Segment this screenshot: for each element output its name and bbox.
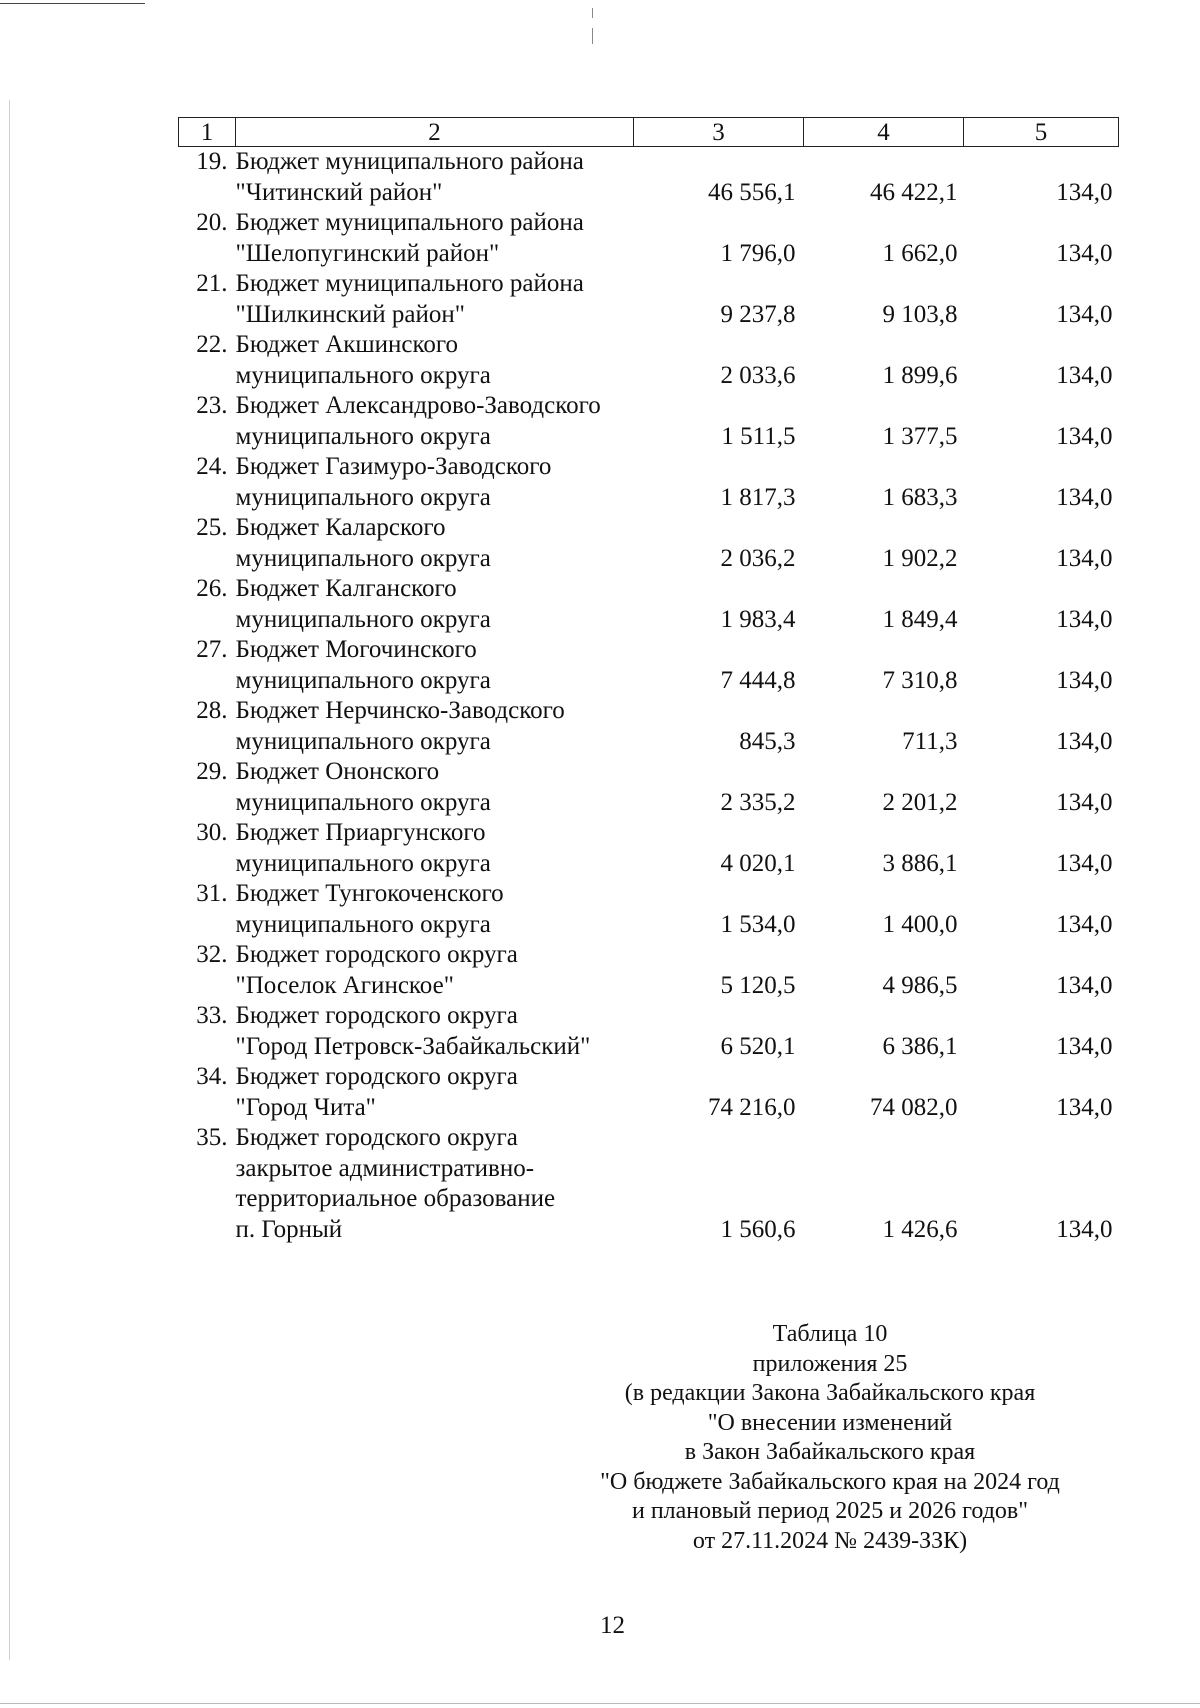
caption-line: от 27.11.2024 № 2439-ЗЗК) xyxy=(692,1527,968,1554)
value-column-3: 74 216,0 xyxy=(708,1093,796,1121)
value-column-4: 1 400,0 xyxy=(882,910,958,938)
budget-name xyxy=(236,879,634,940)
budget-name-line: Бюджет Тунгокоченского xyxy=(235,880,504,907)
value-column-5: 134,0 xyxy=(1056,910,1113,938)
budget-name xyxy=(236,330,634,391)
budget-name-line: муниципального округа xyxy=(235,361,491,389)
value-column-4: 2 201,2 xyxy=(882,788,958,816)
value-column-3: 1 560,6 xyxy=(720,1215,796,1243)
value-column-5: 134,0 xyxy=(1056,300,1113,328)
row-number: 32. xyxy=(196,941,228,968)
value-column-3: 2 033,6 xyxy=(720,361,796,389)
value-column-3: 1 511,5 xyxy=(721,422,796,450)
value-column-4: 1 426,6 xyxy=(882,1215,958,1243)
budget-name-line: Бюджет городского округа xyxy=(235,1124,518,1151)
table-row xyxy=(179,208,1119,269)
budget-name xyxy=(236,1123,634,1245)
value-column-5: 134,0 xyxy=(1056,666,1113,694)
row-number: 24. xyxy=(196,453,228,480)
scan-artifact-tick xyxy=(592,28,593,44)
budget-name xyxy=(236,269,634,330)
scan-artifact-top-line xyxy=(0,3,145,4)
scan-artifact-left-edge xyxy=(9,100,10,1660)
value-column-5: 134,0 xyxy=(1056,605,1113,633)
row-number: 23. xyxy=(196,392,228,419)
scan-artifact-bottom-edge xyxy=(0,1703,1200,1704)
budget-name-line: "Город Петровск-Забайкальский" xyxy=(235,1032,591,1060)
caption-line: (в редакции Закона Забайкальского края xyxy=(624,1380,1036,1406)
budget-name-line: Бюджет Ононского xyxy=(235,758,440,785)
value-column-4: 6 386,1 xyxy=(882,1032,958,1060)
budget-name xyxy=(236,696,634,757)
table-row xyxy=(179,940,1119,1001)
value-column-5: 134,0 xyxy=(1056,178,1113,206)
value-column-4: 3 886,1 xyxy=(882,849,958,877)
budget-name xyxy=(236,940,634,1001)
value-column-5: 134,0 xyxy=(1056,788,1113,816)
row-number: 30. xyxy=(196,819,228,846)
budget-name xyxy=(236,1001,634,1062)
budget-name-line: муниципального округа xyxy=(235,483,491,511)
value-column-5: 134,0 xyxy=(1056,1093,1113,1121)
row-number: 29. xyxy=(196,758,228,785)
budget-name-line: муниципального округа xyxy=(235,605,491,633)
budget-name xyxy=(236,452,634,513)
budget-name-line: п. Горный xyxy=(235,1215,343,1243)
caption-line: и плановый период 2025 и 2026 годов" xyxy=(631,1498,1029,1524)
caption-line: в Закон Забайкальского края xyxy=(684,1439,976,1465)
table-row xyxy=(179,1123,1119,1245)
value-column-4: 1 849,4 xyxy=(882,605,958,633)
table-row xyxy=(179,269,1119,330)
budget-name-line: Бюджет Нерчинско-Заводского xyxy=(235,697,565,724)
budget-name xyxy=(236,635,634,696)
row-number: 28. xyxy=(196,697,228,724)
table-row xyxy=(179,391,1119,452)
table-body xyxy=(179,147,1119,1246)
value-column-4: 1 683,3 xyxy=(882,483,958,511)
budget-name-line: Бюджет городского округа xyxy=(235,1002,518,1029)
table-header xyxy=(179,118,1119,147)
budget-name xyxy=(236,391,634,452)
budget-name-line: Бюджет Газимуро-Заводского xyxy=(235,453,552,480)
column-header: 1 xyxy=(179,118,236,147)
budget-name-line: муниципального округа xyxy=(235,727,491,755)
row-number: 35. xyxy=(196,1124,228,1151)
caption-line: "О бюджете Забайкальского края на 2024 год xyxy=(600,1468,1060,1495)
value-column-5: 134,0 xyxy=(1056,1215,1113,1243)
value-column-4: 74 082,0 xyxy=(870,1093,958,1121)
column-header: 2 xyxy=(236,118,634,147)
value-column-5: 134,0 xyxy=(1056,544,1113,572)
budget-name-line: муниципального округа xyxy=(235,788,491,816)
value-column-3: 7 444,8 xyxy=(720,666,796,694)
budget-name-line: закрытое административно- xyxy=(235,1154,535,1182)
budget-name-line: Бюджет Приаргунского xyxy=(235,819,486,846)
table-caption xyxy=(560,1320,1100,1556)
column-header: 4 xyxy=(804,118,964,147)
caption-line: "О внесении изменений xyxy=(707,1409,953,1436)
budget-name-line: муниципального округа xyxy=(235,544,491,572)
value-column-3: 845,3 xyxy=(739,727,796,755)
value-column-5: 134,0 xyxy=(1056,361,1113,389)
value-column-4: 1 662,0 xyxy=(882,239,958,267)
row-number: 25. xyxy=(196,514,228,541)
table-row xyxy=(179,330,1119,391)
row-number: 26. xyxy=(196,575,228,602)
value-column-3: 2 335,2 xyxy=(720,788,796,816)
page-number: 12 xyxy=(600,1612,625,1639)
value-column-3: 1 817,3 xyxy=(720,483,796,511)
budget-name-line: Бюджет Каларского xyxy=(235,514,446,541)
budget-name xyxy=(236,208,634,269)
budget-name-line: Бюджет муниципального района xyxy=(235,270,584,297)
budget-name-line: "Шилкинский район" xyxy=(235,300,465,328)
value-column-3: 6 520,1 xyxy=(720,1032,796,1060)
value-column-4: 1 899,6 xyxy=(882,361,958,389)
row-number: 31. xyxy=(196,880,228,907)
value-column-4: 46 422,1 xyxy=(870,178,958,206)
table-row xyxy=(179,574,1119,635)
budget-name-line: Бюджет Акшинского xyxy=(235,331,459,358)
value-column-5: 134,0 xyxy=(1056,971,1113,999)
budget-name-line: Бюджет городского округа xyxy=(235,1063,518,1090)
table-row xyxy=(179,452,1119,513)
value-column-4: 711,3 xyxy=(902,727,958,755)
budget-name-line: "Город Чита" xyxy=(235,1093,376,1121)
budget-name-line: Бюджет городского округа xyxy=(235,941,518,968)
table-row xyxy=(179,1001,1119,1062)
table-row xyxy=(179,513,1119,574)
value-column-4: 9 103,8 xyxy=(882,300,958,328)
budget-name xyxy=(236,574,634,635)
row-number: 20. xyxy=(196,209,228,236)
budget-name-line: муниципального округа xyxy=(235,666,491,694)
budget-name-line: "Шелопугинский район" xyxy=(235,239,500,267)
value-column-3: 1 796,0 xyxy=(720,239,796,267)
table-row xyxy=(179,635,1119,696)
budget-table xyxy=(178,117,1119,1245)
budget-name xyxy=(236,1062,634,1123)
value-column-3: 4 020,1 xyxy=(720,849,796,877)
budget-name-line: "Читинский район" xyxy=(235,178,443,206)
row-number: 33. xyxy=(196,1002,228,1029)
row-number: 21. xyxy=(196,270,228,297)
budget-name-line: Бюджет Могочинского xyxy=(235,636,477,663)
value-column-3: 5 120,5 xyxy=(720,971,796,999)
budget-name-line: "Поселок Агинское" xyxy=(235,971,454,999)
value-column-3: 9 237,8 xyxy=(720,300,796,328)
table-row xyxy=(179,879,1119,940)
table-row xyxy=(179,696,1119,757)
budget-name xyxy=(236,513,634,574)
value-column-3: 2 036,2 xyxy=(720,544,796,572)
budget-name xyxy=(236,818,634,879)
budget-name-line: Бюджет Александрово-Заводского xyxy=(235,392,601,419)
budget-name-line: муниципального округа xyxy=(235,910,491,938)
value-column-4: 1 902,2 xyxy=(882,544,958,572)
budget-name xyxy=(236,757,634,818)
row-number: 27. xyxy=(196,636,228,663)
row-number: 22. xyxy=(196,331,228,358)
value-column-3: 1 534,0 xyxy=(720,910,796,938)
budget-table-container xyxy=(178,117,1118,1245)
value-column-5: 134,0 xyxy=(1056,239,1113,267)
budget-name-line: Бюджет Калганского xyxy=(235,575,457,602)
budget-name xyxy=(236,147,634,209)
table-row xyxy=(179,757,1119,818)
budget-name-line: Бюджет муниципального района xyxy=(235,209,584,236)
caption-line: приложения 25 xyxy=(752,1350,908,1377)
caption-line: Таблица 10 xyxy=(772,1321,888,1347)
column-header: 3 xyxy=(634,118,804,147)
budget-name-line: муниципального округа xyxy=(235,422,491,450)
budget-name-line: муниципального округа xyxy=(235,849,491,877)
value-column-4: 7 310,8 xyxy=(882,666,958,694)
value-column-4: 4 986,5 xyxy=(882,971,958,999)
table-row xyxy=(179,1062,1119,1123)
budget-name-line: территориальное образование xyxy=(235,1185,556,1212)
table-row xyxy=(179,147,1119,209)
value-column-4: 1 377,5 xyxy=(882,422,958,450)
value-column-5: 134,0 xyxy=(1056,849,1113,877)
value-column-5: 134,0 xyxy=(1056,483,1113,511)
table-header-row xyxy=(179,118,1119,147)
row-number: 34. xyxy=(196,1063,228,1090)
row-number: 19. xyxy=(196,148,228,175)
value-column-3: 46 556,1 xyxy=(708,178,796,206)
column-header: 5 xyxy=(964,118,1119,147)
budget-name-line: Бюджет муниципального района xyxy=(235,148,584,175)
value-column-5: 134,0 xyxy=(1056,422,1113,450)
value-column-5: 134,0 xyxy=(1056,1032,1113,1060)
table-row xyxy=(179,818,1119,879)
value-column-5: 134,0 xyxy=(1056,727,1113,755)
scan-artifact-tick xyxy=(592,8,593,18)
value-column-3: 1 983,4 xyxy=(720,605,796,633)
